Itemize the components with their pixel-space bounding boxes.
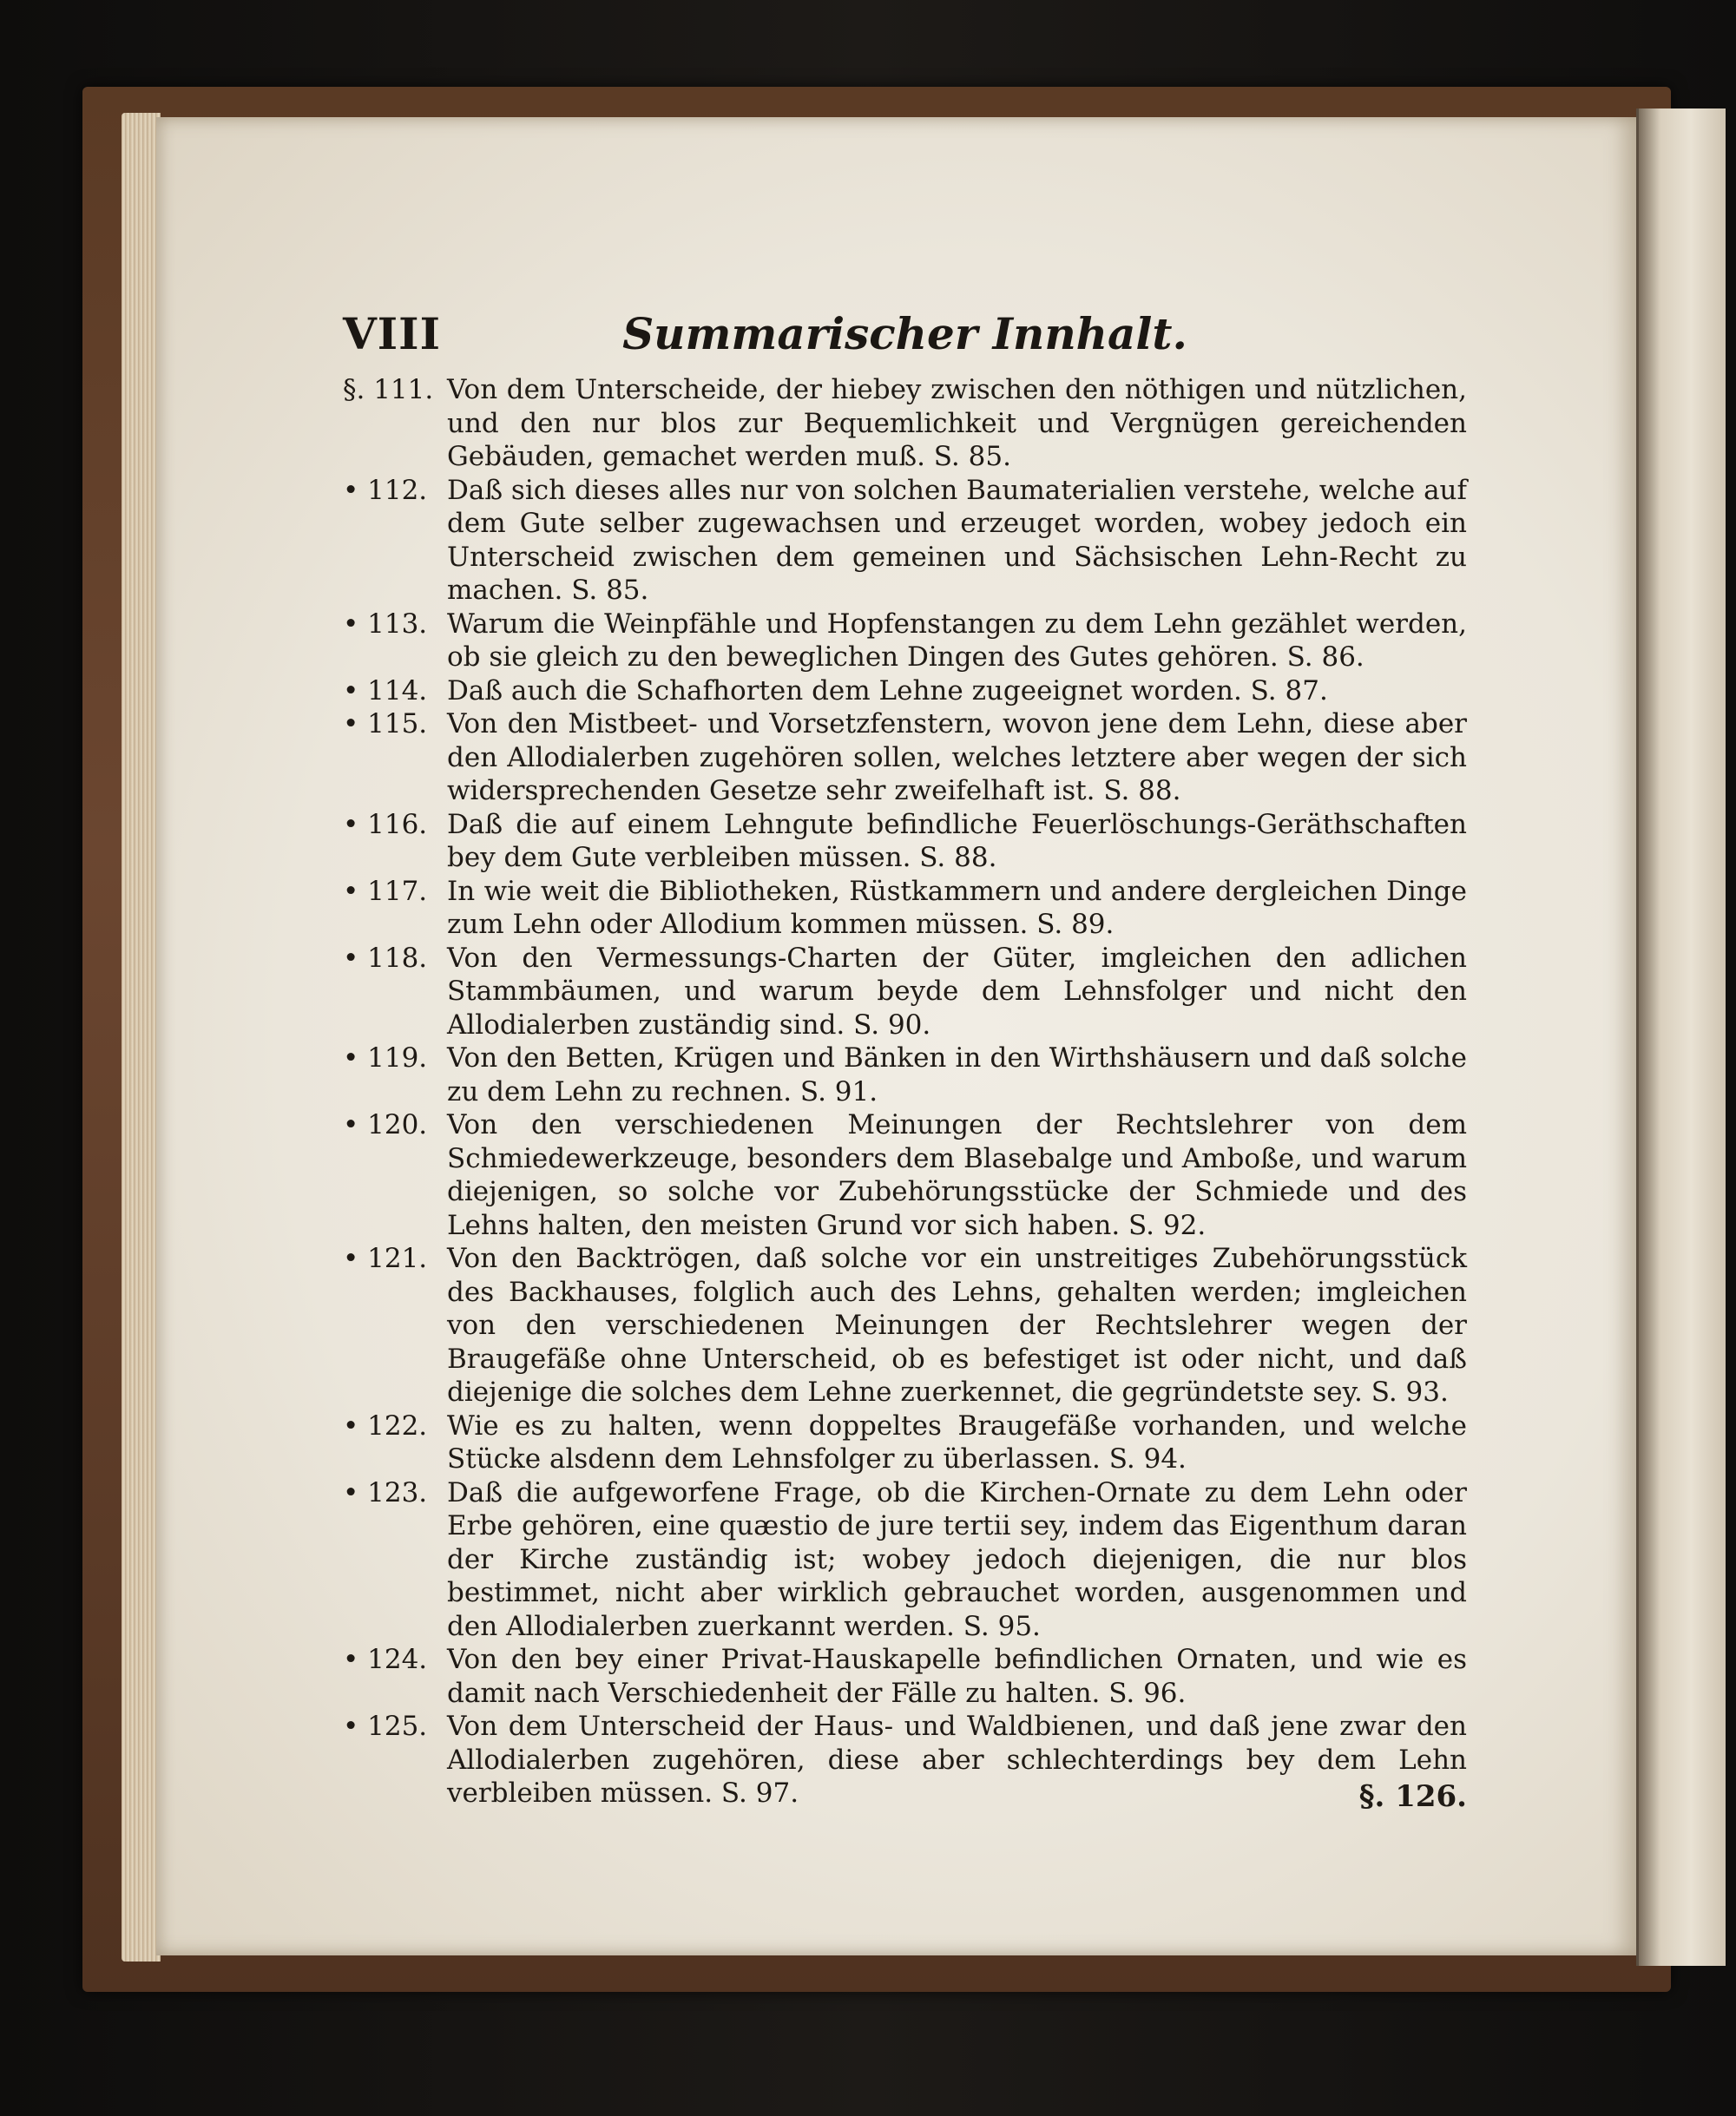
toc-entry: [343, 875, 1467, 942]
toc-entry: [343, 1108, 1467, 1242]
entry-text: Von den Vermessungs-Charten der Güter, imgleichen den adlichen Stammbäumen, und warum beyde dem Lehnsfolger und nicht den Allodialerben zuständig sind. S. 90.: [447, 942, 1467, 1041]
page-header: [343, 308, 1467, 369]
section-number: • 118.: [343, 942, 428, 974]
entry-text: Von den Mistbeet- und Vorsetzfenstern, wovon jene dem Lehn, diese aber den Allodialerben zugehören sollen, welches letztere aber wegen der sich widersprechenden Gesetze sehr zweifelhaft ist. S. 88.: [447, 708, 1467, 806]
entry-text: Von den Backtrögen, daß solche vor ein unstreitiges Zubehörungsstück des Backhauses, folglich auch des Lehns, gehalten werden; imgleichen von den verschiedenen Meinungen der Rechtslehrer wegen der Braugefäße ohne Unterscheid, ob es befestiget ist oder nicht, und daß diejenige die solches dem Lehne zuerkennet, die gegründetste sey. S. 93.: [447, 1243, 1467, 1408]
section-number: • 122.: [343, 1410, 428, 1442]
page-block-edge: [122, 113, 161, 1962]
section-number: • 114.: [343, 674, 428, 706]
toc-entry: [343, 942, 1467, 1042]
section-number: • 113.: [343, 608, 428, 640]
toc-entry: [343, 674, 1467, 708]
toc-entry: [343, 1410, 1467, 1476]
entry-text: Warum die Weinpfähle und Hopfenstangen zu dem Lehn gezählet werden, ob sie gleich zu den beweglichen Dingen des Gutes gehören. S. 86.: [447, 608, 1467, 673]
section-number: • 115.: [343, 708, 428, 739]
entry-text: Von den Betten, Krügen und Bänken in den Wirthshäusern und daß solche zu dem Lehn zu rechnen. S. 91.: [447, 1042, 1467, 1107]
entry-text: Von dem Unterscheid der Haus- und Waldbienen, und daß jene zwar den Allodialerben zugehören, diese aber schlechterdings bey dem Lehn verbleiben müssen. S. 97.: [447, 1711, 1467, 1809]
catchword: §. 126.: [1358, 1779, 1467, 1814]
entry-text: Daß sich dieses alles nur von solchen Baumaterialien verstehe, welche auf dem Gute selber zugewachsen und erzeuget worden, wobey jedoch ein Unterscheid zwischen dem gemeinen und Sächsischen Lehn-Recht zu machen. S. 85.: [447, 474, 1467, 606]
toc-entry: [343, 1476, 1467, 1644]
entry-text: Daß die aufgeworfene Frage, ob die Kirchen-Ornate zu dem Lehn oder Erbe gehören, eine quæstio de jure tertii sey, indem das Eigenthum daran der Kirche zuständig ist; wobey jedoch diejenigen, die nur blos bestimmet, nicht aber wirklich gebrauchet worden, ausgenommen und den Allodialerben zuerkannt werden. S. 95.: [447, 1476, 1467, 1642]
section-number: • 120.: [343, 1109, 428, 1140]
section-number: • 124.: [343, 1644, 428, 1675]
toc-entry: [343, 808, 1467, 875]
table-of-contents: [343, 373, 1467, 1810]
section-number: • 123.: [343, 1476, 428, 1508]
toc-entry: [343, 373, 1467, 474]
entry-text: Wie es zu halten, wenn doppeltes Braugefäße vorhanden, und welche Stücke alsdenn dem Lehnsfolger zu überlassen. S. 94.: [447, 1410, 1467, 1475]
running-title: Summarischer Innhalt.: [622, 308, 1187, 359]
entry-text: Daß die auf einem Lehngute befindliche Feuerlöschungs-Geräthschaften bey dem Gute verbleiben müssen. S. 88.: [447, 808, 1467, 873]
entry-text: In wie weit die Bibliotheken, Rüstkammern und andere dergleichen Dinge zum Lehn oder Allodium kommen müssen. S. 89.: [447, 875, 1467, 940]
section-number: §. 111.: [343, 374, 434, 405]
section-number: • 112.: [343, 474, 428, 506]
facing-page-edge: [1636, 108, 1726, 1966]
section-number: • 121.: [343, 1243, 428, 1274]
section-number: • 125.: [343, 1711, 428, 1742]
entry-text: Von den bey einer Privat-Hauskapelle befindlichen Ornaten, und wie es damit nach Verschiedenheit der Fälle zu halten. S. 96.: [447, 1644, 1467, 1709]
section-number: • 117.: [343, 875, 428, 907]
entry-text: Von den verschiedenen Meinungen der Rechtslehrer von dem Schmiedewerkzeuge, besonders dem Blasebalge und Amboße, und warum diejenigen, so solche vor Zubehörungsstücke der Schmiede und des Lehns halten, den meisten Grund vor sich haben. S. 92.: [447, 1109, 1467, 1241]
toc-entry: [343, 1710, 1467, 1810]
toc-entry: [343, 608, 1467, 674]
toc-entry: [343, 707, 1467, 808]
toc-entry: [343, 1643, 1467, 1710]
toc-entry: [343, 1242, 1467, 1410]
entry-text: Von dem Unterscheide, der hiebey zwischen den nöthigen und nützlichen, und den nur blos zur Bequemlichkeit und Vergnügen gereichenden Gebäuden, gemachet werden muß. S. 85.: [447, 374, 1467, 472]
section-number: • 116.: [343, 808, 428, 840]
section-number: • 119.: [343, 1042, 428, 1074]
entry-text: Daß auch die Schafhorten dem Lehne zugeeignet worden. S. 87.: [447, 674, 1328, 706]
toc-entry: [343, 1042, 1467, 1108]
page-number: VIII: [343, 308, 441, 359]
toc-entry: [343, 474, 1467, 608]
